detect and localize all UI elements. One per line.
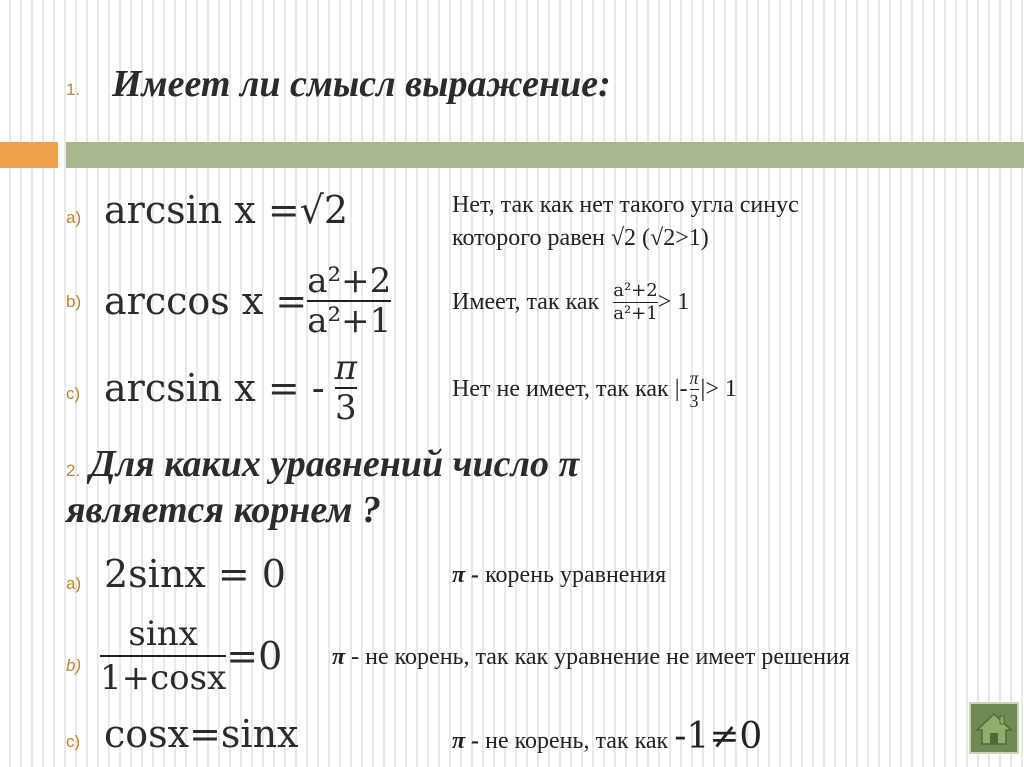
q1-item-c-answer-fraction [690, 367, 699, 412]
q1-item-b-answer-fraction [613, 280, 657, 325]
question-2-number: 2. [66, 461, 81, 480]
q1-item-c-fraction [335, 349, 357, 427]
q1-item-a-expression: arcsin x =√2 [104, 188, 349, 232]
q1-item-b-denominator: a²+1 [307, 301, 392, 341]
q2-item-b-answer-text: - не корень, так как уравнение не имеет решения [345, 644, 850, 670]
question-2-title-line1 [66, 442, 579, 486]
q2-item-a-expression: 2sinx = 0 [104, 552, 286, 596]
q2-item-c-answer-text: не корень, так как [479, 728, 675, 754]
pi-symbol: π - [452, 562, 480, 588]
q1-item-b-answer-suffix: > 1 [657, 288, 690, 315]
pi-symbol: π [332, 644, 346, 670]
q1-item-c-label: c) [66, 384, 81, 403]
q1-item-c-numerator: π [334, 348, 357, 388]
q2-item-b-numerator: sinx [128, 614, 198, 654]
q1-item-c-denominator: 3 [334, 388, 357, 428]
q1-item-b-answer [452, 272, 689, 332]
q1-item-b-answer-denominator: a²+1 [613, 302, 658, 324]
q2-item-b-answer [332, 644, 850, 671]
q1-item-c-answer-suffix: |> 1 [700, 375, 737, 402]
q2-item-b-expression [100, 610, 282, 702]
q1-item-b-expression [104, 256, 391, 346]
question-1-title: Имеет ли смысл выражение: [112, 63, 611, 105]
q2-item-a-label: a) [66, 574, 82, 593]
q2-item-b-fraction [100, 613, 226, 699]
q2-item-b-denominator: 1+cosx [100, 658, 227, 698]
q1-item-c-answer-numerator: π [689, 367, 699, 388]
question-1-number: 1. [66, 80, 81, 99]
q1-item-b-fraction [307, 262, 391, 340]
question-2-title-line2: является корнем ? [66, 489, 381, 531]
q2-item-a-answer-text: корень уравнения [479, 562, 667, 588]
q1-item-c-answer-denominator: 3 [689, 390, 699, 411]
q1-item-c-expression [104, 346, 357, 430]
question-2-title-text: Для каких уравнений число π [89, 443, 580, 485]
q1-item-a-answer-line1: Нет, так как нет такого угла синус [452, 192, 799, 218]
q1-item-b-numerator: a²+2 [307, 261, 392, 301]
q2-item-c-answer [452, 716, 762, 757]
q1-item-b-answer-prefix: Имеет, так как [452, 288, 600, 315]
q1-item-c-answer-prefix: Нет не имеет, так как |- [452, 375, 688, 402]
q2-item-c-answer-big: -1≠0 [674, 716, 763, 757]
q1-item-c-expr-prefix: arcsin x = - [104, 366, 325, 410]
q2-item-b-label: b) [66, 656, 82, 675]
q1-item-c-answer [452, 362, 737, 416]
q1-item-a-label: a) [66, 208, 82, 227]
home-icon [971, 704, 1017, 752]
header-accent-bar [0, 142, 58, 168]
q1-item-a-answer-line2: которого равен √2 (√2>1) [452, 225, 709, 251]
pi-symbol: π - [452, 728, 480, 754]
q2-item-b-expr-suffix: =0 [226, 634, 283, 678]
q2-item-c-expression: cosx=sinx [104, 712, 299, 756]
q1-item-b-expr-prefix: arccos x = [104, 279, 308, 323]
q2-item-a-answer [452, 562, 666, 589]
header-divider-bar [66, 142, 1024, 168]
q2-item-c-label: c) [66, 732, 81, 751]
q1-item-b-label: b) [66, 292, 82, 311]
q1-item-b-answer-numerator: a²+2 [613, 279, 658, 301]
home-button[interactable] [969, 702, 1019, 754]
